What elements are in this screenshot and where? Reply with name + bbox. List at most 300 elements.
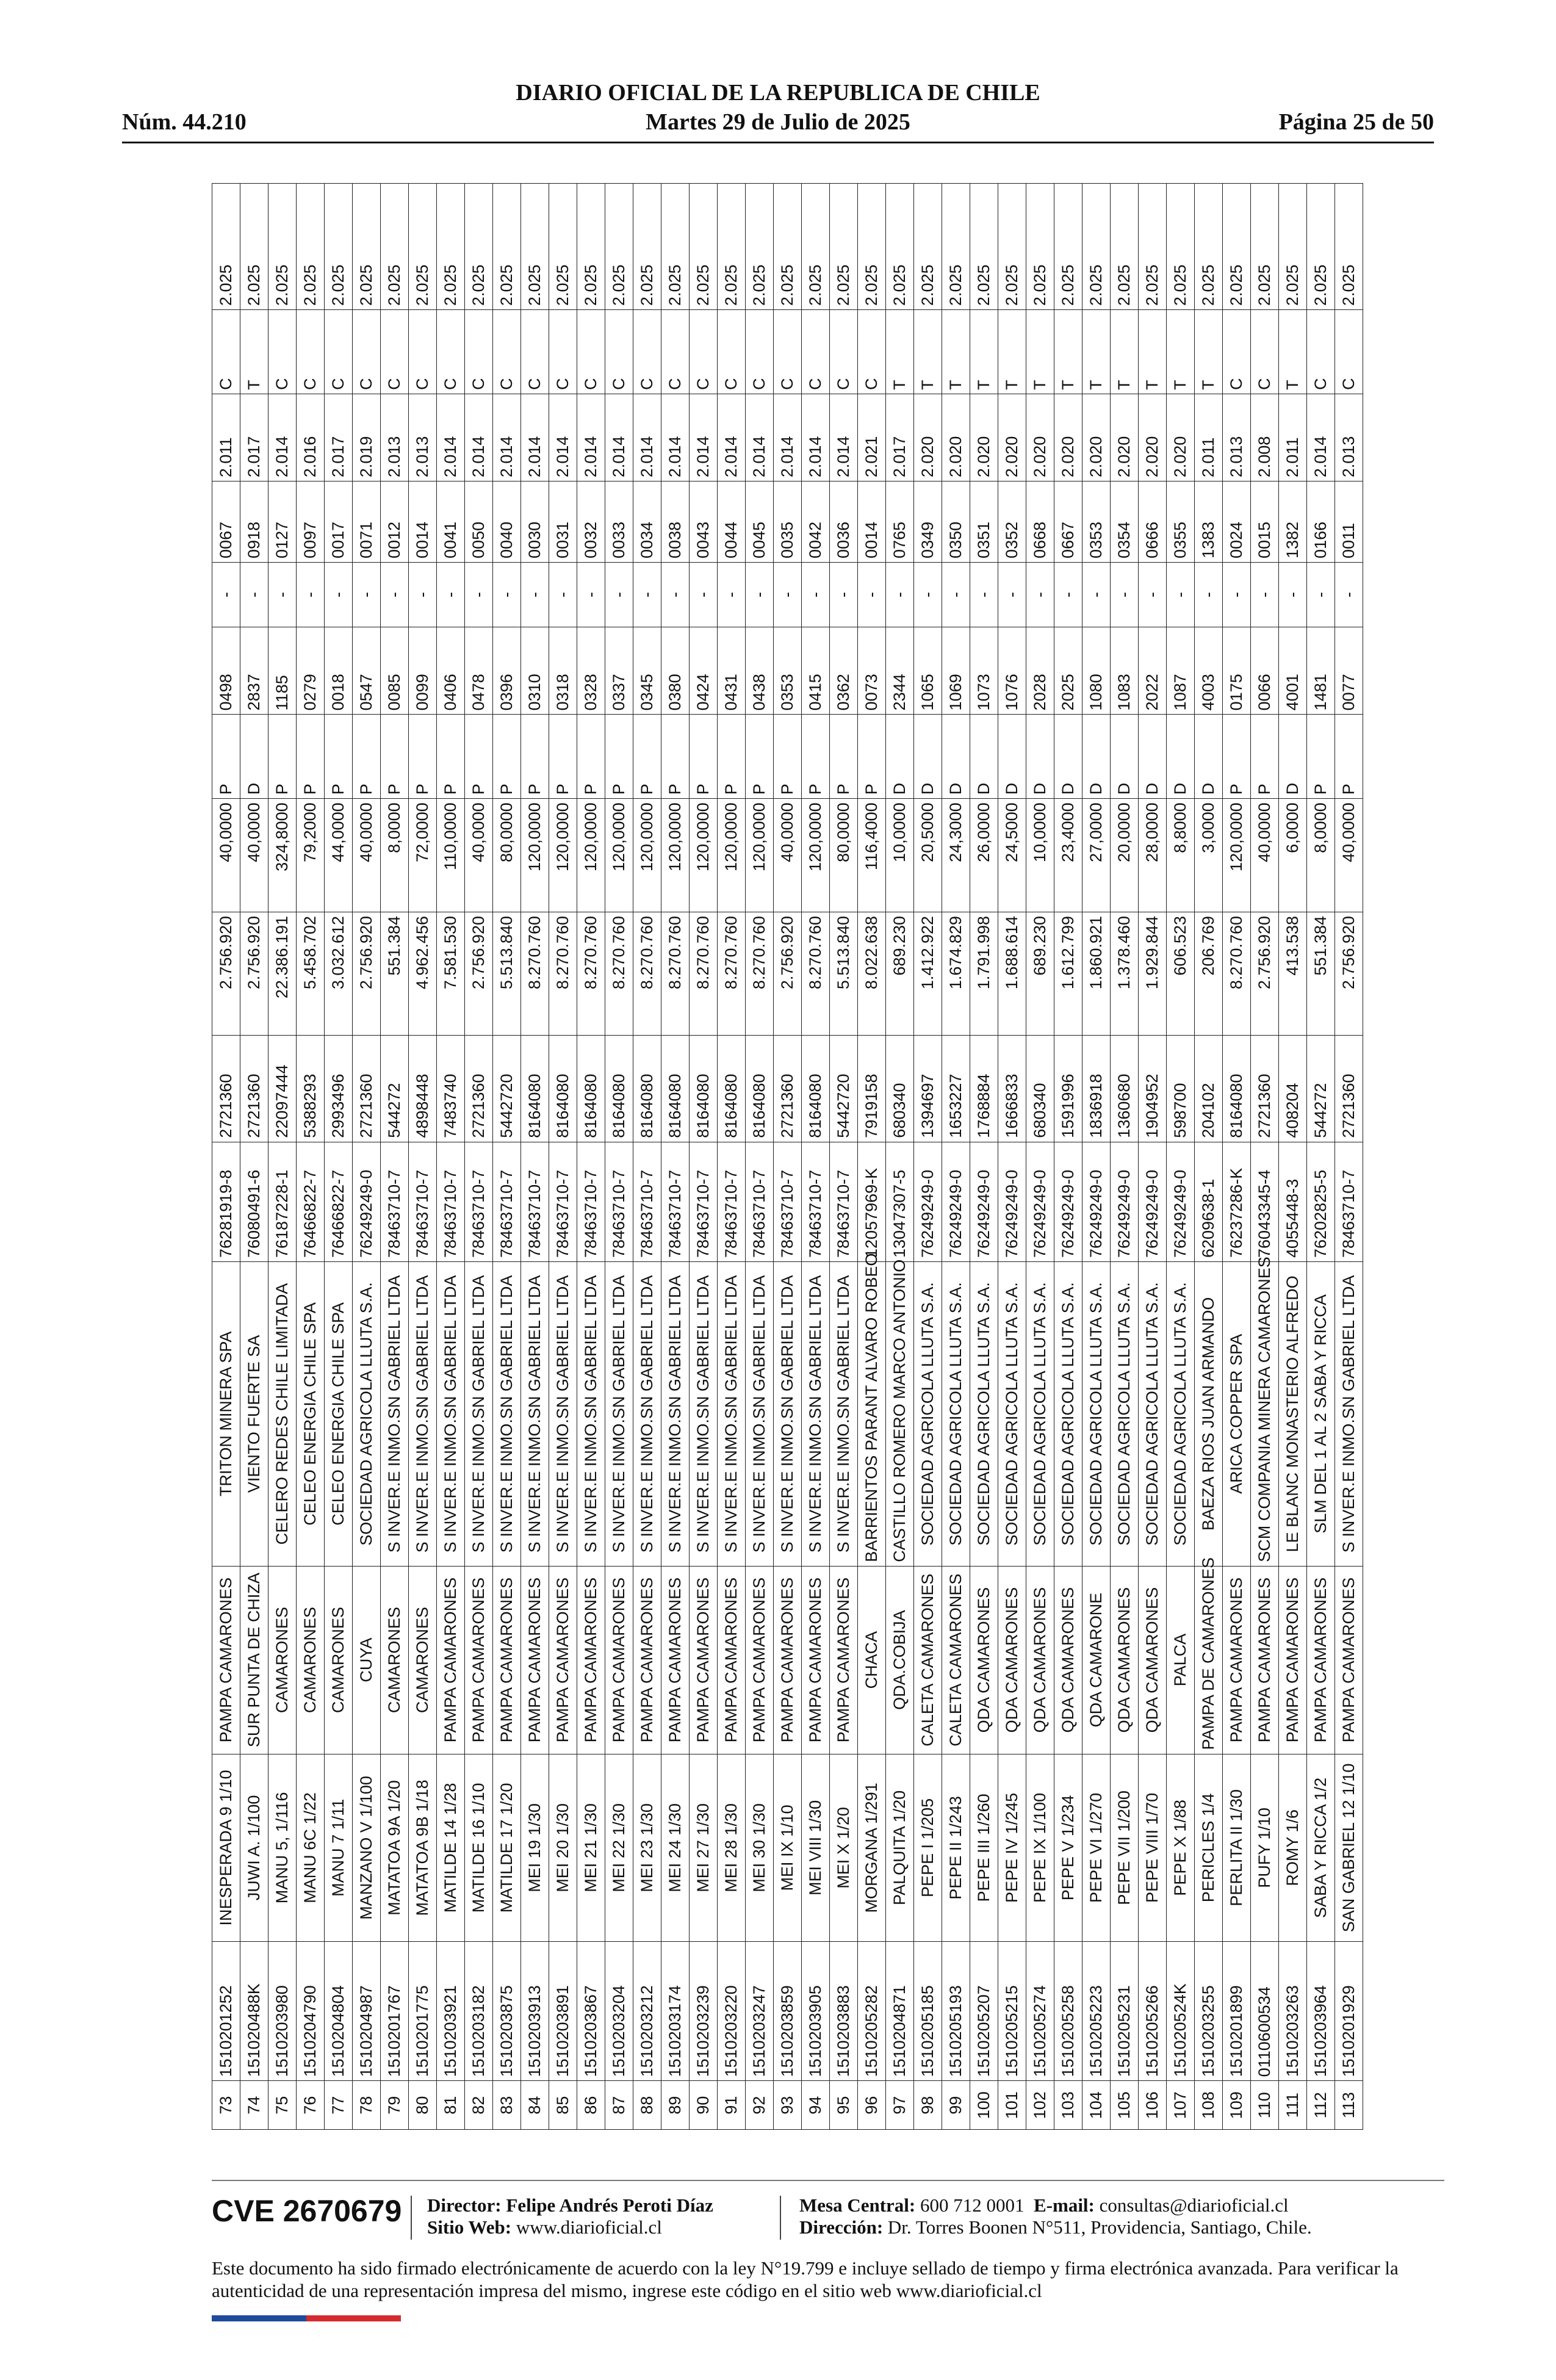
table-cell: 1394697: [914, 1035, 942, 1142]
footer-contact-block: [799, 2194, 1312, 2238]
table-cell: -: [212, 562, 240, 627]
table-cell: ARICA COPPER SPA: [1223, 1262, 1251, 1567]
table-cell: 0017: [325, 481, 353, 563]
table-cell: -: [268, 562, 297, 627]
table-cell: 0350: [942, 481, 970, 563]
table-cell: C: [1307, 310, 1335, 394]
table-row: [465, 184, 493, 2130]
table-cell: D: [1139, 715, 1167, 799]
table-cell: LE BLANC MONASTERIO ALFREDO: [1279, 1262, 1307, 1567]
table-cell: 0040: [493, 481, 521, 563]
table-cell: 0353: [1082, 481, 1111, 563]
table-cell: 1510203220: [718, 1942, 746, 2081]
table-cell: -: [830, 562, 858, 627]
table-cell: 108: [1195, 2081, 1223, 2130]
table-cell: -: [718, 562, 746, 627]
table-cell: S INVER.E INMO.SN GABRIEL LTDA: [633, 1262, 661, 1567]
table-cell: 2.013: [1335, 394, 1363, 481]
table-cell: 104: [1082, 2081, 1111, 2130]
newspaper-title: DIARIO OFICIAL DE LA REPUBLICA DE CHILE: [516, 80, 1040, 106]
table-cell: 0438: [746, 627, 774, 715]
table-cell: 2.008: [1251, 394, 1279, 481]
table-cell: JUWI A. 1/100: [240, 1754, 268, 1942]
table-cell: -: [577, 562, 605, 627]
table-cell: 22.386.191: [268, 912, 297, 1035]
table-cell: T: [998, 310, 1026, 394]
table-cell: D: [1082, 715, 1111, 799]
table-cell: 7483740: [437, 1035, 465, 1142]
table-cell: 120,0000: [605, 799, 633, 912]
table-cell: 1591996: [1054, 1035, 1082, 1142]
table-cell: 8.270.760: [577, 912, 605, 1035]
table-cell: 2.014: [802, 394, 830, 481]
table-cell: D: [942, 715, 970, 799]
table-cell: 0014: [858, 481, 886, 563]
table-cell: 100: [970, 2081, 998, 2130]
table-cell: -: [437, 562, 465, 627]
table-cell: PUFY 1/10: [1251, 1754, 1279, 1942]
table-cell: P: [690, 715, 718, 799]
table-cell: 120,0000: [633, 799, 661, 912]
table-cell: 1510205282: [858, 1942, 886, 2081]
table-cell: 0547: [353, 627, 381, 715]
table-cell: 0765: [886, 481, 914, 563]
table-cell: 1510205266: [1139, 1942, 1167, 2081]
table-cell: P: [746, 715, 774, 799]
table-cell: -: [493, 562, 521, 627]
table-cell: 2.025: [1167, 184, 1195, 310]
table-cell: 0043: [690, 481, 718, 563]
footer-separator: [780, 2196, 781, 2240]
table-cell: 2.025: [297, 184, 325, 310]
table-cell: 40,0000: [465, 799, 493, 912]
table-cell: 113: [1335, 2081, 1363, 2130]
table-cell: 20,0000: [1111, 799, 1139, 912]
table-cell: 2.025: [1335, 184, 1363, 310]
table-cell: 78463710-7: [661, 1142, 690, 1261]
table-cell: 2.014: [549, 394, 577, 481]
table-cell: C: [830, 310, 858, 394]
table-cell: P: [549, 715, 577, 799]
table-cell: 2.025: [493, 184, 521, 310]
table-cell: P: [268, 715, 297, 799]
table-cell: CUYA: [353, 1566, 381, 1754]
table-cell: 4898448: [409, 1035, 437, 1142]
table-cell: QDA CAMARONES: [970, 1566, 998, 1754]
table-cell: 0498: [212, 627, 240, 715]
table-cell: 1510205207: [970, 1942, 998, 2081]
table-cell: -: [325, 562, 353, 627]
table-cell: 77: [325, 2081, 353, 2130]
table-cell: 0033: [605, 481, 633, 563]
website-link[interactable]: www.diarioficial.cl: [516, 2216, 662, 2238]
table-cell: 5.458.702: [297, 912, 325, 1035]
table-row: [858, 184, 886, 2130]
table-cell: D: [886, 715, 914, 799]
table-cell: 1185: [268, 627, 297, 715]
table-cell: VIENTO FUERTE SA: [240, 1262, 268, 1567]
table-cell: P: [1251, 715, 1279, 799]
table-cell: 2.020: [942, 394, 970, 481]
table-row: [493, 184, 521, 2130]
table-row: [942, 184, 970, 2130]
table-cell: 8164080: [521, 1035, 549, 1142]
table-cell: 2.756.920: [465, 912, 493, 1035]
table-cell: 0032: [577, 481, 605, 563]
table-cell: MANU 5, 1/116: [268, 1754, 297, 1942]
table-cell: -: [774, 562, 802, 627]
table-cell: 8.270.760: [549, 912, 577, 1035]
footer-director-block: [427, 2194, 713, 2238]
table-cell: 2.014: [1307, 394, 1335, 481]
table-cell: 2.025: [1054, 184, 1082, 310]
table-cell: 2.025: [633, 184, 661, 310]
table-row: [1167, 184, 1195, 2130]
table-cell: 0073: [858, 627, 886, 715]
email-link[interactable]: consultas@diarioficial.cl: [1099, 2194, 1289, 2216]
table-cell: SOCIEDAD AGRICOLA LLUTA S.A.: [1054, 1262, 1082, 1567]
table-cell: PEPE I 1/205: [914, 1754, 942, 1942]
table-cell: 0099: [409, 627, 437, 715]
table-cell: 1510203980: [268, 1942, 297, 2081]
table-cell: 0035: [774, 481, 802, 563]
table-cell: CELEO ENERGIA CHILE SPA: [325, 1262, 353, 1567]
table-cell: 2.020: [1026, 394, 1054, 481]
table-cell: PAMPA CAMARONES: [437, 1566, 465, 1754]
table-cell: 2721360: [1251, 1035, 1279, 1142]
table-cell: 206.769: [1195, 912, 1223, 1035]
table-cell: 1383: [1195, 481, 1223, 563]
table-cell: T: [1111, 310, 1139, 394]
table-cell: S INVER.E INMO.SN GABRIEL LTDA: [718, 1262, 746, 1567]
table-cell: -: [970, 562, 998, 627]
table-cell: 5442720: [830, 1035, 858, 1142]
table-cell: 76249249-0: [914, 1142, 942, 1261]
director-name: Felipe Andrés Peroti Díaz: [506, 2194, 713, 2216]
table-row: [802, 184, 830, 2130]
table-cell: 1087: [1167, 627, 1195, 715]
table-cell: D: [240, 715, 268, 799]
table-cell: SOCIEDAD AGRICOLA LLUTA S.A.: [914, 1262, 942, 1567]
table-cell: 1065: [914, 627, 942, 715]
cve-code: CVE 2670679: [212, 2194, 402, 2228]
table-cell: 0396: [493, 627, 521, 715]
table-cell: S INVER.E INMO.SN GABRIEL LTDA: [690, 1262, 718, 1567]
table-row: [409, 184, 437, 2130]
table-cell: 76249249-0: [970, 1142, 998, 1261]
table-row: [1307, 184, 1335, 2130]
table-cell: PEPE IV 1/245: [998, 1754, 1026, 1942]
table-cell: -: [1223, 562, 1251, 627]
table-cell: 151020524K: [1167, 1942, 1195, 2081]
table-cell: PALCA: [1167, 1566, 1195, 1754]
table-cell: 2.013: [409, 394, 437, 481]
table-cell: 4001: [1279, 627, 1307, 715]
table-cell: 1510203867: [577, 1942, 605, 2081]
table-row: [325, 184, 353, 2130]
table-cell: 0478: [465, 627, 493, 715]
table-cell: 0085: [381, 627, 409, 715]
table-cell: 112: [1307, 2081, 1335, 2130]
table-cell: QDA CAMARONE: [1082, 1566, 1111, 1754]
table-cell: 0077: [1335, 627, 1363, 715]
table-cell: QDA CAMARONES: [1111, 1566, 1139, 1754]
table-cell: 0175: [1223, 627, 1251, 715]
table-cell: 8164080: [661, 1035, 690, 1142]
table-cell: 2.014: [493, 394, 521, 481]
table-cell: 79: [381, 2081, 409, 2130]
table-cell: PAMPA CAMARONES: [802, 1566, 830, 1754]
table-cell: 76249249-0: [1167, 1142, 1195, 1261]
table-cell: PAMPA DE CAMARONES: [1195, 1566, 1223, 1754]
table-cell: -: [605, 562, 633, 627]
table-cell: P: [1335, 715, 1363, 799]
table-cell: 8.270.760: [746, 912, 774, 1035]
table-cell: P: [437, 715, 465, 799]
table-cell: 1510203212: [633, 1942, 661, 2081]
address-label: Dirección:: [799, 2216, 884, 2238]
table-cell: P: [212, 715, 240, 799]
table-cell: -: [802, 562, 830, 627]
table-cell: D: [914, 715, 942, 799]
table-row: [661, 184, 690, 2130]
table-cell: 2.014: [718, 394, 746, 481]
table-cell: S INVER.E INMO.SN GABRIEL LTDA: [493, 1262, 521, 1567]
table-cell: C: [690, 310, 718, 394]
table-cell: 10,0000: [1026, 799, 1054, 912]
issue-date: Martes 29 de Julio de 2025: [646, 109, 910, 135]
table-cell: 78463710-7: [802, 1142, 830, 1261]
table-cell: 116,4000: [858, 799, 886, 912]
table-cell: MEI 19 1/30: [521, 1754, 549, 1942]
table-cell: PAMPA CAMARONES: [774, 1566, 802, 1754]
table-cell: -: [521, 562, 549, 627]
table-cell: 2.017: [240, 394, 268, 481]
table-cell: 1510201775: [409, 1942, 437, 2081]
table-cell: 0345: [633, 627, 661, 715]
table-cell: 1510203891: [549, 1942, 577, 2081]
table-cell: 76237286-K: [1223, 1142, 1251, 1261]
table-cell: C: [465, 310, 493, 394]
table-cell: C: [409, 310, 437, 394]
table-cell: 2.020: [914, 394, 942, 481]
table-cell: 2.025: [1251, 184, 1279, 310]
table-row: [633, 184, 661, 2130]
table-cell: S INVER.E INMO.SN GABRIEL LTDA: [605, 1262, 633, 1567]
table-cell: 8.270.760: [633, 912, 661, 1035]
table-cell: T: [942, 310, 970, 394]
table-cell: PEPE X 1/88: [1167, 1754, 1195, 1942]
table-row: [1223, 184, 1251, 2130]
director-label: Director:: [427, 2194, 502, 2216]
table-cell: 0050: [465, 481, 493, 563]
table-cell: 120,0000: [746, 799, 774, 912]
table-cell: 40,0000: [240, 799, 268, 912]
table-cell: -: [1167, 562, 1195, 627]
table-cell: 8164080: [690, 1035, 718, 1142]
table-cell: PAMPA CAMARONES: [212, 1566, 240, 1754]
table-cell: 10,0000: [886, 799, 914, 912]
table-cell: SOCIEDAD AGRICOLA LLUTA S.A.: [1167, 1262, 1195, 1567]
table-cell: 1510203913: [521, 1942, 549, 2081]
table-cell: 1510201252: [212, 1942, 240, 2081]
table-cell: 0415: [802, 627, 830, 715]
table-cell: -: [690, 562, 718, 627]
table-cell: 120,0000: [718, 799, 746, 912]
table-cell: 78463710-7: [493, 1142, 521, 1261]
table-cell: 76187228-1: [268, 1142, 297, 1261]
table-cell: 2721360: [465, 1035, 493, 1142]
table-cell: SOCIEDAD AGRICOLA LLUTA S.A.: [998, 1262, 1026, 1567]
table-cell: 1510203921: [437, 1942, 465, 2081]
table-cell: T: [886, 310, 914, 394]
table-cell: 0380: [661, 627, 690, 715]
table-cell: 26,0000: [970, 799, 998, 912]
table-cell: 72,0000: [409, 799, 437, 912]
table-cell: 2.014: [690, 394, 718, 481]
table-cell: 78463710-7: [633, 1142, 661, 1261]
table-cell: 76249249-0: [1139, 1142, 1167, 1261]
table-cell: 1510203263: [1279, 1942, 1307, 2081]
table-cell: MORGANA 1/291: [858, 1754, 886, 1942]
table-cell: PAMPA CAMARONES: [718, 1566, 746, 1754]
table-cell: 8.270.760: [718, 912, 746, 1035]
table-cell: PEPE V 1/234: [1054, 1754, 1082, 1942]
table-cell: SOCIEDAD AGRICOLA LLUTA S.A.: [970, 1262, 998, 1567]
table-cell: T: [1082, 310, 1111, 394]
table-cell: 2.025: [886, 184, 914, 310]
table-cell: 0042: [802, 481, 830, 563]
table-cell: 2.756.920: [240, 912, 268, 1035]
table-cell: 94: [802, 2081, 830, 2130]
footer-separator: [411, 2196, 412, 2240]
table-cell: MATILDE 17 1/20: [493, 1754, 521, 1942]
table-cell: 1904952: [1139, 1035, 1167, 1142]
table-cell: 544272: [381, 1035, 409, 1142]
issue-number: Núm. 44.210: [122, 109, 247, 135]
table-cell: MEI IX 1/10: [774, 1754, 802, 1942]
table-cell: 4003: [1195, 627, 1223, 715]
table-cell: 8,0000: [381, 799, 409, 912]
table-cell: PAMPA CAMARONES: [1279, 1566, 1307, 1754]
table-cell: INESPERADA 9 1/10: [212, 1754, 240, 1942]
table-cell: 2.025: [353, 184, 381, 310]
table-cell: 92: [746, 2081, 774, 2130]
table-cell: 40,0000: [212, 799, 240, 912]
table-cell: 78463710-7: [409, 1142, 437, 1261]
table-cell: 5442720: [493, 1035, 521, 1142]
table-cell: 78463710-7: [746, 1142, 774, 1261]
table-cell: QDA CAMARONES: [998, 1566, 1026, 1754]
table-cell: -: [1279, 562, 1307, 627]
table-cell: 109: [1223, 2081, 1251, 2130]
table-cell: 2.017: [886, 394, 914, 481]
table-cell: -: [858, 562, 886, 627]
table-cell: 83: [493, 2081, 521, 2130]
table-cell: 78463710-7: [521, 1142, 549, 1261]
table-cell: 2.025: [858, 184, 886, 310]
table-cell: QDA CAMARONES: [1054, 1566, 1082, 1754]
address-value: Dr. Torres Boonen N°511, Providencia, Santiago, Chile.: [887, 2216, 1312, 2238]
table-cell: MANU 6C 1/22: [297, 1754, 325, 1942]
table-row: [297, 184, 325, 2130]
table-cell: CELERO REDES CHILE LIMITADA: [268, 1262, 297, 1567]
table-cell: 6209638-1: [1195, 1142, 1223, 1261]
table-cell: PAMPA CAMARONES: [661, 1566, 690, 1754]
table-cell: 8.270.760: [605, 912, 633, 1035]
table-cell: CAMARONES: [381, 1566, 409, 1754]
table-cell: PAMPA CAMARONES: [1307, 1566, 1335, 1754]
table-row: [605, 184, 633, 2130]
table-cell: 76249249-0: [1026, 1142, 1054, 1261]
table-cell: 0030: [521, 481, 549, 563]
table-cell: C: [549, 310, 577, 394]
table-cell: P: [718, 715, 746, 799]
table-cell: PEPE VII 1/200: [1111, 1754, 1139, 1942]
table-row: [212, 184, 240, 2130]
table-cell: P: [661, 715, 690, 799]
table-cell: 2022: [1139, 627, 1167, 715]
table-cell: T: [1195, 310, 1223, 394]
table-cell: PEPE VIII 1/70: [1139, 1754, 1167, 1942]
table-cell: SOCIEDAD AGRICOLA LLUTA S.A.: [353, 1262, 381, 1567]
table-cell: PAMPA CAMARONES: [521, 1566, 549, 1754]
table-cell: 8164080: [1223, 1035, 1251, 1142]
flag-stripe-red: [306, 2315, 401, 2321]
table-cell: 78: [353, 2081, 381, 2130]
table-cell: 2.011: [212, 394, 240, 481]
table-cell: MANZANO V 1/100: [353, 1754, 381, 1942]
table-cell: S INVER.E INMO.SN GABRIEL LTDA: [437, 1262, 465, 1567]
table-cell: 8.270.760: [1223, 912, 1251, 1035]
table-cell: SAN GABRIEL 12 1/10: [1335, 1754, 1363, 1942]
table-cell: 80,0000: [830, 799, 858, 912]
table-cell: ROMY 1/6: [1279, 1754, 1307, 1942]
table-cell: -: [1195, 562, 1223, 627]
table-cell: S INVER.E INMO.SN GABRIEL LTDA: [1335, 1262, 1363, 1567]
table-cell: 13047307-5: [886, 1142, 914, 1261]
table-cell: -: [1251, 562, 1279, 627]
table-cell: 24,3000: [942, 799, 970, 912]
table-cell: 606.523: [1167, 912, 1195, 1035]
table-cell: 1768884: [970, 1035, 998, 1142]
table-cell: PAMPA CAMARONES: [1223, 1566, 1251, 1754]
table-cell: P: [802, 715, 830, 799]
table-cell: 27,0000: [1082, 799, 1111, 912]
table-cell: MEI 24 1/30: [661, 1754, 690, 1942]
table-cell: T: [1279, 310, 1307, 394]
table-cell: 88: [633, 2081, 661, 2130]
table-cell: 0127: [268, 481, 297, 563]
table-cell: -: [297, 562, 325, 627]
table-cell: 2721360: [353, 1035, 381, 1142]
table-cell: 2.011: [1195, 394, 1223, 481]
table-cell: 0354: [1111, 481, 1139, 563]
table-cell: 5.513.840: [830, 912, 858, 1035]
table-cell: PEPE II 1/243: [942, 1754, 970, 1942]
table-cell: 2721360: [212, 1035, 240, 1142]
table-cell: 1510201899: [1223, 1942, 1251, 2081]
table-cell: 8.022.638: [858, 912, 886, 1035]
table-cell: 1510203859: [774, 1942, 802, 2081]
table-cell: 0015: [1251, 481, 1279, 563]
table-cell: C: [493, 310, 521, 394]
table-cell: 76249249-0: [353, 1142, 381, 1261]
table-cell: D: [970, 715, 998, 799]
table-cell: C: [325, 310, 353, 394]
table-cell: 110: [1251, 2081, 1279, 2130]
table-cell: P: [381, 715, 409, 799]
